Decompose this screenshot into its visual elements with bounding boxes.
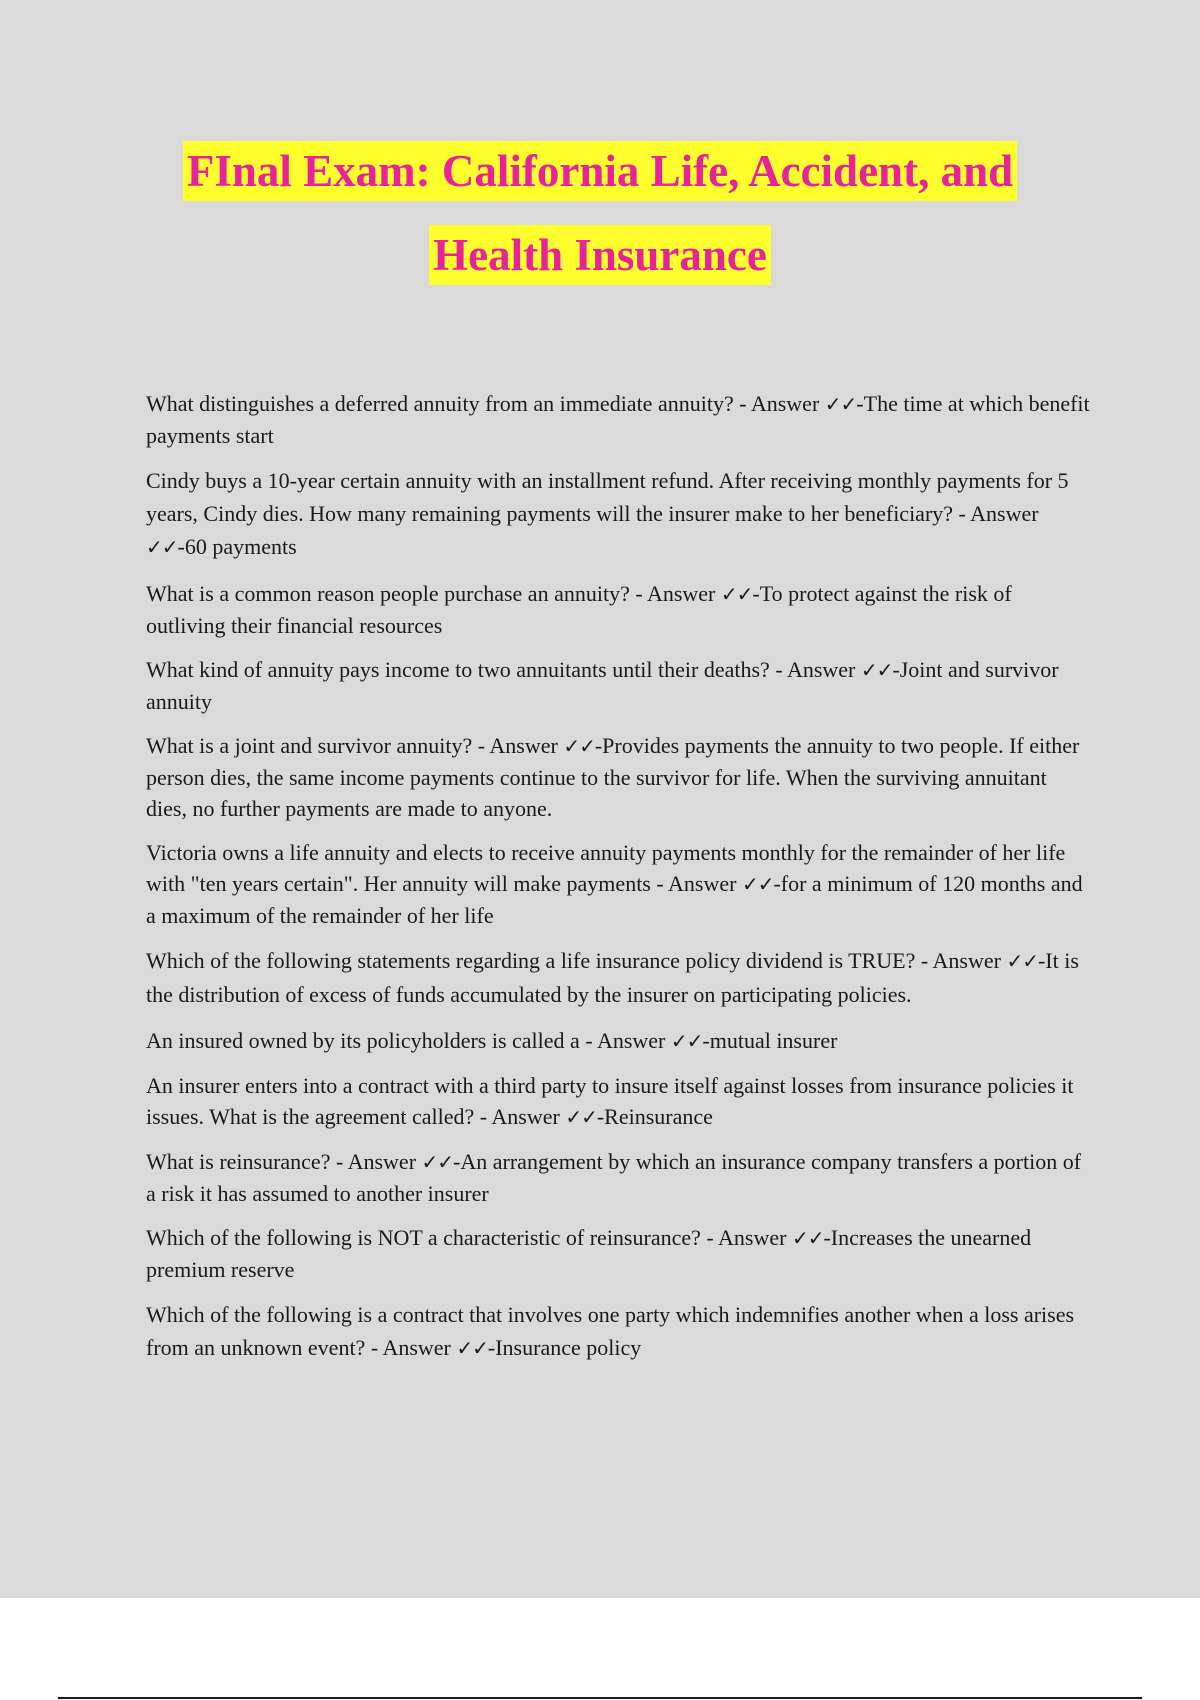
answer-label: Answer: [646, 581, 716, 606]
question-text: An insured owned by its policyholders is called a: [146, 1028, 580, 1053]
answer-label: Answer: [786, 657, 856, 682]
answer-text: 60 payments: [184, 534, 297, 559]
answer-label: Answer: [932, 948, 1001, 973]
answer-text: The time at which benefit payments start: [146, 391, 1090, 448]
answer-text: To protect against the risk of outliving their financial resources: [146, 581, 1012, 638]
question-text: Which of the following statements regarding a life insurance policy dividend is TRUE?: [146, 948, 916, 973]
qa-item: What kind of annuity pays income to two annuitants until their deaths? - Answer ✓✓-Joint and survivor annuity: [146, 657, 1059, 714]
answer-label: Answer: [718, 1225, 787, 1250]
qa-list: [146, 388, 1092, 1379]
qa-item: Which of the following is a contract that involves one party which indemnifies another when a loss arises from an unknown event? - Answer ✓✓-Insurance policy: [146, 1302, 1075, 1360]
document-title: [0, 140, 1200, 308]
check-icon: ✓✓: [565, 1105, 597, 1129]
check-icon: ✓✓: [824, 392, 857, 416]
qa-item: Victoria owns a life annuity and elects to receive annuity payments monthly for the remainder of her life with "ten years certain". Her annuity will make payments - Answer ✓✓-for a minimum of 120 months and a maximum of the remainder of her life: [146, 840, 1083, 928]
qa-item: Cindy buys a 10-year certain annuity with an installment refund. After receiving monthly payments for 5 years, Cindy dies. How many remaining payments will the insurer make to her beneficiary? - Answer ✓✓-60 payments: [146, 468, 1069, 559]
check-icon: ✓✓: [1006, 949, 1038, 973]
check-icon: ✓✓: [791, 1226, 824, 1250]
check-icon: ✓✓: [720, 582, 753, 606]
answer-text: Increases the unearned premium reserve: [146, 1225, 1032, 1282]
check-icon: ✓✓: [860, 658, 893, 682]
question-text: What distinguishes a deferred annuity from an immediate annuity?: [146, 391, 734, 416]
qa-item: What is a joint and survivor annuity? - Answer ✓✓-Provides payments the annuity to two people. If either person dies, the same income payments continue to the survivor for life. When the surviving annuitant dies, no further payments are made to anyone.: [146, 733, 1080, 821]
qa-item: What is reinsurance? - Answer ✓✓-An arrangement by which an insurance company transfers a portion of a risk it has assumed to another insurer: [146, 1149, 1082, 1206]
qa-item: Which of the following statements regarding a life insurance policy dividend is TRUE? - Answer ✓✓-It is the distribution of excess of funds accumulated by the insurer on participating policies.: [146, 948, 1079, 1007]
answer-label: Answer: [491, 1104, 560, 1129]
question-text: What is a common reason people purchase an annuity?: [146, 581, 630, 606]
qa-item: What is a common reason people purchase an annuity? - Answer ✓✓-To protect against the risk of outliving their financial resources: [146, 581, 1012, 638]
question-text: Victoria owns a life annuity and elects to receive annuity payments monthly for the remainder of her life with "ten years certain". Her annuity will make payments: [146, 840, 1066, 896]
question-text: What is reinsurance?: [146, 1149, 331, 1174]
answer-text: Provides payments the annuity to two people. If either person dies, the same income payments continue to the survivor for life. When the surviving annuitant dies, no further payments are made to anyone.: [146, 733, 1080, 821]
qa-item: An insurer enters into a contract with a third party to insure itself against losses from insurance policies it issues. What is the agreement called? - Answer ✓✓-Reinsurance: [146, 1073, 1074, 1129]
title-line-1: FInal Exam: California Life, Accident, and: [183, 141, 1017, 201]
answer-text: mutual insurer: [709, 1028, 838, 1053]
question-text: Which of the following is NOT a characteristic of reinsurance?: [146, 1225, 701, 1250]
footer-rule: [58, 1697, 1142, 1699]
answer-label: Answer: [347, 1149, 417, 1174]
qa-item: An insured owned by its policyholders is called a - Answer ✓✓-mutual insurer: [146, 1028, 838, 1053]
answer-text: Reinsurance: [604, 1104, 713, 1129]
title-line-2: Health Insurance: [429, 225, 771, 285]
check-icon: ✓✓: [741, 872, 774, 896]
answer-text: It is the distribution of excess of funds accumulated by the insurer on participating policies.: [146, 948, 1079, 1007]
check-icon: ✓✓: [670, 1029, 703, 1053]
answer-label: Answer: [970, 501, 1039, 526]
answer-label: Answer: [489, 733, 558, 758]
question-text: What kind of annuity pays income to two annuitants until their deaths?: [146, 657, 770, 682]
check-icon: ✓✓: [421, 1150, 454, 1174]
answer-label: Answer: [596, 1028, 666, 1053]
answer-text: Joint and survivor annuity: [146, 657, 1059, 714]
check-icon: ✓✓: [563, 734, 595, 758]
check-icon: ✓✓: [456, 1336, 488, 1360]
answer-text: for a minimum of 120 months and a maximum of the remainder of her life: [146, 871, 1083, 928]
question-text: An insurer enters into a contract with a third party to insure itself against losses from insurance policies it issues. What is the agreement called?: [146, 1073, 1074, 1129]
question-text: Which of the following is a contract that involves one party which indemnifies another when a loss arises from an unknown event?: [146, 1302, 1075, 1360]
answer-label: Answer: [750, 391, 820, 416]
qa-item: What distinguishes a deferred annuity from an immediate annuity? - Answer ✓✓-The time at which benefit payments start: [146, 391, 1090, 448]
qa-item: Which of the following is NOT a characteristic of reinsurance? - Answer ✓✓-Increases the unearned premium reserve: [146, 1225, 1032, 1282]
answer-label: Answer: [668, 871, 737, 896]
answer-text: An arrangement by which an insurance company transfers a portion of a risk it has assumed to another insurer: [146, 1149, 1082, 1206]
question-text: What is a joint and survivor annuity?: [146, 733, 473, 758]
check-icon: ✓✓: [146, 535, 178, 559]
answer-text: Insurance policy: [495, 1335, 642, 1360]
question-text: Cindy buys a 10-year certain annuity with an installment refund. After receiving monthly payments for 5 years, Cindy dies. How many remaining payments will the insurer make to her beneficiary?: [146, 468, 1069, 526]
answer-label: Answer: [382, 1335, 451, 1360]
